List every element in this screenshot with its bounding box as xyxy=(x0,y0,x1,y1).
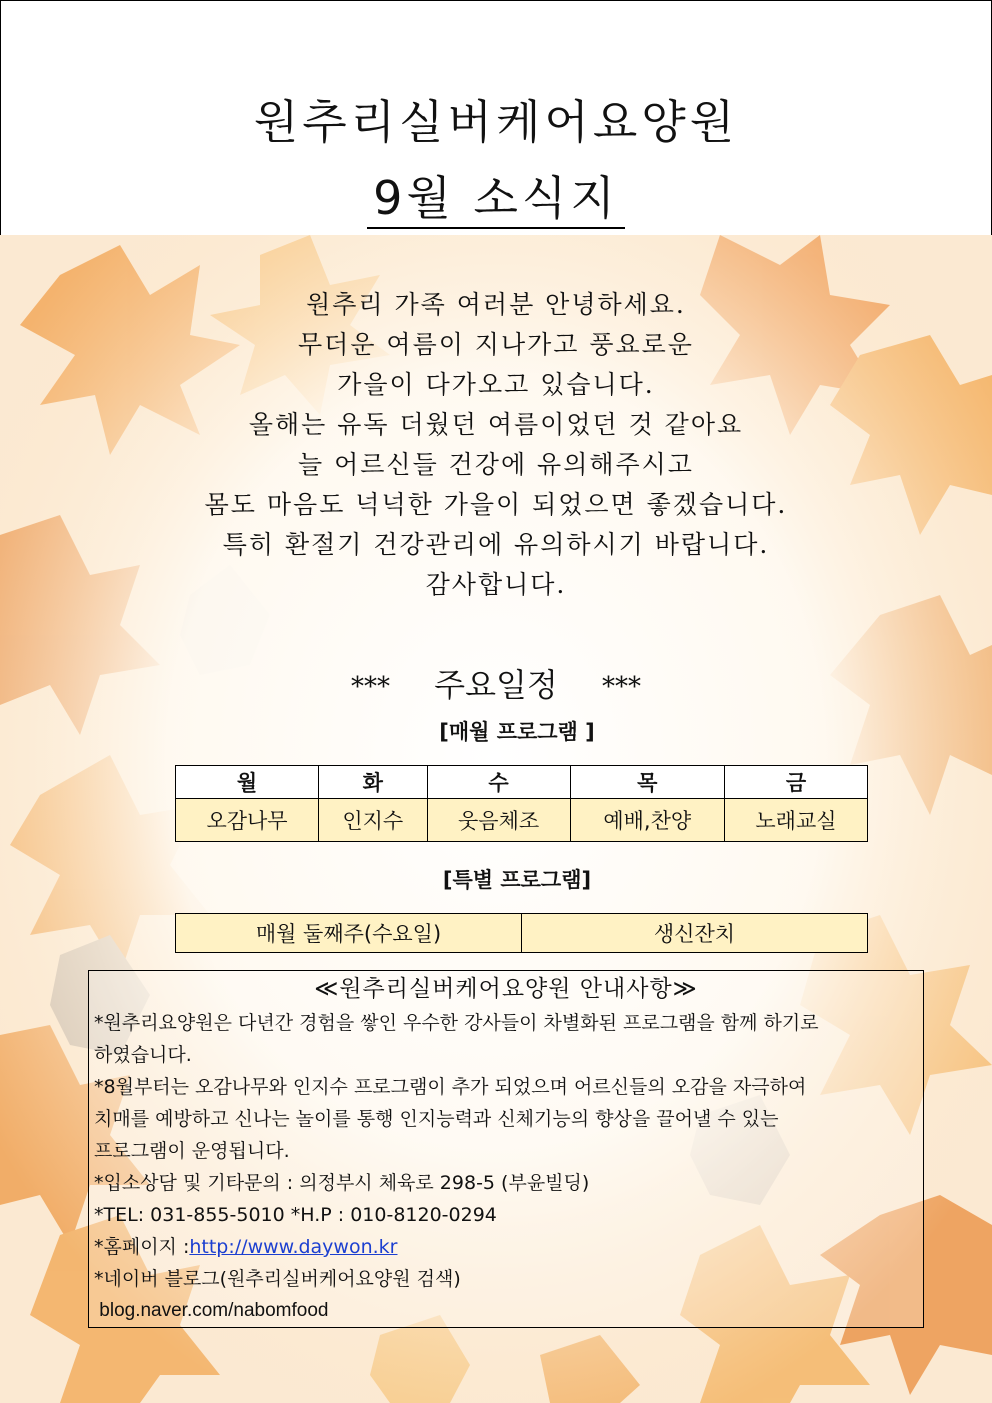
greeting-line: 원추리 가족 여러분 안녕하세요. xyxy=(306,290,686,319)
stars-left: *** xyxy=(351,672,390,702)
stars-right: *** xyxy=(602,672,641,702)
day-cell: 금 xyxy=(724,766,867,799)
notice-line: 치매를 예방하고 신나는 놀이를 통행 인지능력과 신체기능의 향상을 끌어낼 수 있는 xyxy=(94,1108,779,1130)
schedule-heading xyxy=(0,660,992,706)
special-program-heading: [특별 프로그램] xyxy=(442,868,592,892)
program-cell: 노래교실 xyxy=(724,799,867,842)
notice-title: ≪원추리실버케어요양원 안내사항≫ xyxy=(314,976,698,1002)
table-row xyxy=(176,799,868,842)
special-what-cell: 생신잔치 xyxy=(522,914,868,953)
program-cell: 웃음체조 xyxy=(427,799,570,842)
contact-phone: *TEL: 031-855-5010 *H.P : 010-8120-0294 xyxy=(94,1204,497,1226)
greeting-line: 몸도 마음도 넉넉한 가을이 되었으면 좋겠습니다. xyxy=(204,490,788,519)
greeting-line: 늘 어르신들 건강에 유의해주시고 xyxy=(298,450,694,479)
notice-line: *원추리요양원은 다년간 경험을 쌓인 우수한 강사들이 차별화된 프로그램을 함께 하기로 xyxy=(94,1012,819,1034)
greeting-line: 감사합니다. xyxy=(425,570,567,599)
contact-address: *입소상담 및 기타문의 : 의정부시 체육로 298-5 (부윤빌딩) xyxy=(94,1172,590,1194)
day-cell: 목 xyxy=(570,766,724,799)
program-cell: 예배,찬양 xyxy=(570,799,724,842)
special-program-table xyxy=(175,913,868,953)
schedule-heading-text: 주요일정 xyxy=(434,666,558,704)
greeting-message xyxy=(0,285,992,605)
homepage-link[interactable]: http://www.daywon.kr xyxy=(189,1236,398,1258)
monthly-program-table xyxy=(175,765,868,842)
table-header-row xyxy=(176,766,868,799)
homepage-line xyxy=(89,1231,923,1263)
blog-line: *네이버 블로그(원추리실버케어요양원 검색) xyxy=(94,1268,461,1290)
day-cell: 수 xyxy=(427,766,570,799)
greeting-line: 특히 환절기 건강관리에 유의하시기 바랍니다. xyxy=(222,530,770,559)
issue-subtitle xyxy=(0,162,992,228)
day-cell: 화 xyxy=(319,766,428,799)
day-cell: 월 xyxy=(176,766,319,799)
table-row xyxy=(176,914,868,953)
greeting-line: 올해는 유독 더웠던 여름이었던 것 같아요 xyxy=(248,410,744,439)
page-title: 원추리실버케어요양원 xyxy=(253,95,739,149)
greeting-line: 가을이 다가오고 있습니다. xyxy=(337,370,655,399)
notice-box xyxy=(88,970,924,1328)
monthly-program-heading: [매월 프로그램 ] xyxy=(439,720,595,744)
notice-line: 하였습니다. xyxy=(94,1044,192,1066)
blog-url: blog.naver.com/nabomfood xyxy=(94,1300,329,1321)
program-cell: 인지수 xyxy=(319,799,428,842)
notice-line: 프로그램이 운영됩니다. xyxy=(94,1140,290,1162)
notice-line: *8월부터는 오감나무와 인지수 프로그램이 추가 되었으며 어르신들의 오감을 자극하여 xyxy=(94,1076,807,1098)
issue-subtitle-text: 9월 소식지 xyxy=(367,171,625,229)
program-cell: 오감나무 xyxy=(176,799,319,842)
special-when-cell: 매월 둘째주(수요일) xyxy=(176,914,522,953)
homepage-label: *홈페이지 : xyxy=(94,1236,190,1258)
greeting-line: 무더운 여름이 지나가고 풍요로운 xyxy=(298,330,694,359)
